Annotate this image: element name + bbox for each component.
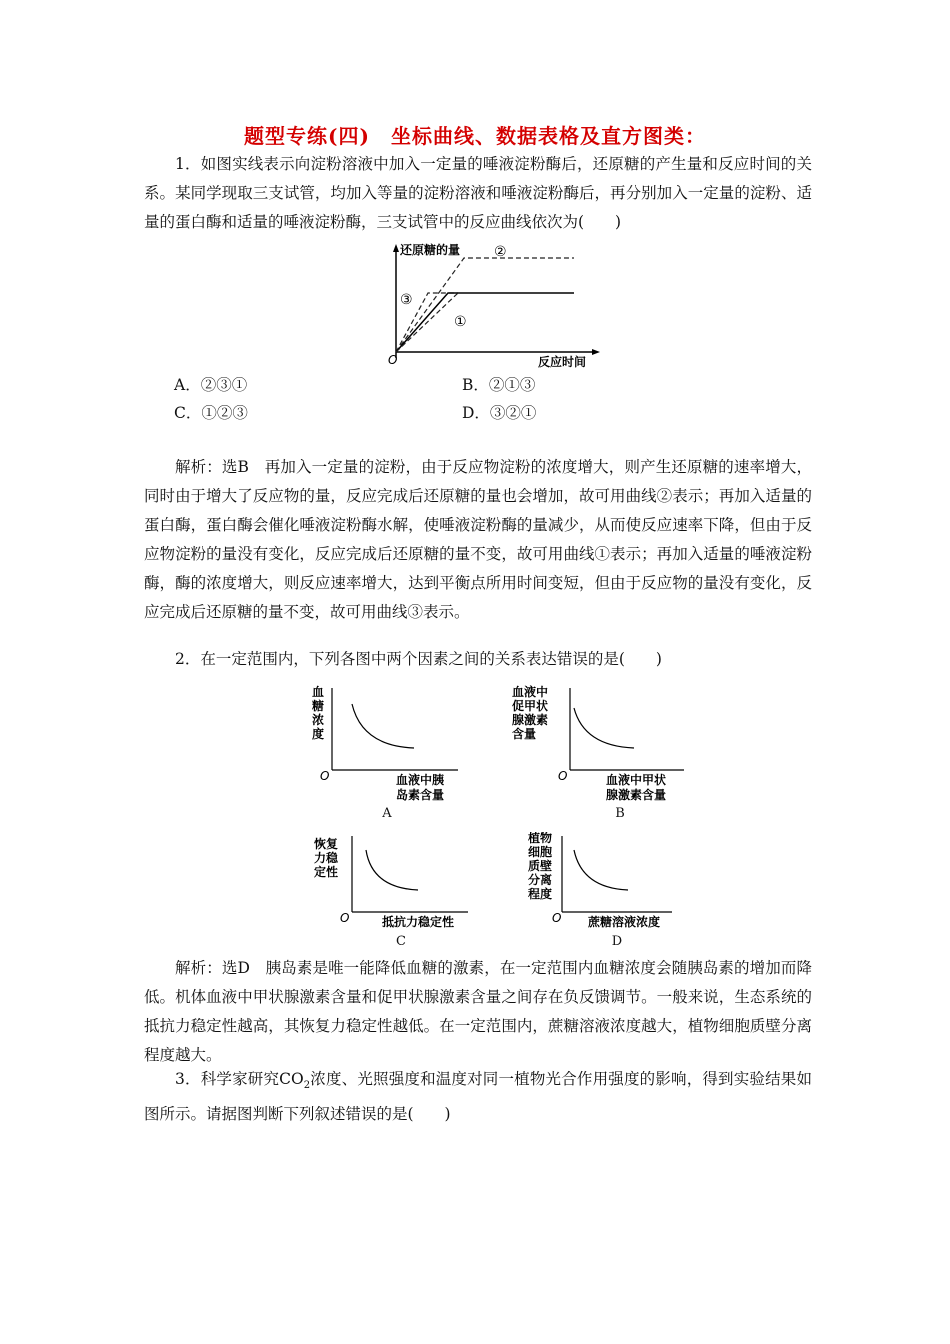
ylabel-b-1: 血液中 [512, 685, 549, 699]
q1-analysis: 解析：选B 再加入一定量的淀粉，由于反应物淀粉的浓度增大，则产生还原糖的速率增大，同时由于增大了反应物的量，反应完成后还原糖的量也会增加，故可用曲线②表示；再加入适量的蛋白酶，蛋白酶会催化唾液淀粉酶水解，使唾液淀粉酶的量减少，从而使反应速率下降，但由于反应物淀粉的量没有变化，反应完成后还原糖的量不变，故可用曲线①表示；再加入适量的唾液淀粉酶，酶的浓度增大，则反应速率增大，达到平衡点所用时间变短，但由于反应物的量没有变化，反应完成后还原糖的量不变，故可用曲线③表示。 [144, 458, 812, 621]
ylabel-b-2: 促甲状 [512, 699, 549, 713]
ylabel-a-3: 浓 [312, 713, 325, 727]
curve-a [352, 704, 414, 748]
q2-graph-c [308, 832, 478, 932]
ylabel-d-3: 质壁 [528, 859, 553, 873]
caption-d: D [611, 934, 623, 949]
q1-option-c: C．①②③ [174, 404, 248, 422]
q2-graph-d [524, 832, 684, 932]
ylabel-d-1: 植物 [528, 832, 553, 845]
curve-label-2: ② [494, 244, 507, 260]
ylabel-d-5: 程度 [528, 887, 553, 901]
q2-graph-a [308, 684, 478, 804]
xlabel-a-1: 血液中胰 [396, 773, 445, 787]
q1-option-d: D．③②① [462, 404, 537, 422]
question-3-text [144, 1065, 812, 1129]
curve-c [366, 850, 418, 890]
ylabel-b-3: 腺激素 [512, 713, 549, 727]
page-title: 题型专练(四) 坐标曲线、数据表格及直方图类： [244, 124, 706, 148]
origin-a: O [320, 769, 330, 783]
ylabel-d-2: 细胞 [528, 845, 553, 859]
origin-c: O [340, 911, 350, 925]
y-axis-arrow [393, 244, 399, 252]
ylabel-a-4: 度 [312, 727, 325, 741]
curve-2 [396, 258, 574, 352]
ylabel-a-2: 糖 [312, 699, 325, 713]
ylabel-b-4: 含量 [512, 727, 537, 741]
ylabel-c-3: 定性 [314, 865, 339, 879]
origin-d: O [552, 911, 562, 925]
caption-a: A [382, 806, 392, 821]
xlabel-a-2: 岛素含量 [396, 788, 445, 802]
xlabel-d-1: 蔗糖溶液浓度 [588, 915, 661, 929]
q1-option-b: B．②①③ [462, 376, 536, 394]
question-2-text: 2．在一定范围内，下列各图中两个因素之间的关系表达错误的是( ) [175, 650, 662, 668]
origin-label: O [388, 353, 398, 367]
curve-label-3: ③ [400, 292, 413, 308]
xlabel-b-1: 血液中甲状 [606, 773, 667, 787]
q3-text-post: 浓度、光照强度和温度对同一植物光合作用强度的影响，得到实验结果如图所示。请据图判断下列叙述错误的是( ) [144, 1070, 812, 1124]
ylabel-d-4: 分离 [528, 873, 553, 887]
caption-b: B [615, 806, 625, 821]
y-axis-label: 还原糖的量 [400, 243, 461, 257]
xlabel-c-1: 抵抗力稳定性 [382, 915, 455, 929]
q3-subscript: 2 [303, 1080, 311, 1092]
q2-graph-b [510, 684, 690, 804]
question-1-text: 1．如图实线表示向淀粉溶液中加入一定量的唾液淀粉酶后，还原糖的产生量和反应时间的关系。某同学现取三支试管，均加入等量的淀粉溶液和唾液淀粉酶后，再分别加入一定量的淀粉、适量的蛋白酶和适量的唾液淀粉酶，三支试管中的反应曲线依次为( ) [144, 155, 812, 231]
ylabel-c-2: 力稳 [314, 851, 339, 865]
q1-option-a: A．②③① [174, 376, 248, 394]
curve-b [574, 708, 634, 748]
q1-figure [368, 240, 608, 370]
x-axis-arrow [592, 349, 600, 355]
q3-text-pre: 3．科学家研究CO [175, 1070, 304, 1088]
ylabel-a-1: 血 [312, 685, 325, 699]
q2-analysis: 解析：选D 胰岛素是唯一能降低血糖的激素，在一定范围内血糖浓度会随胰岛素的增加而降低。机体血液中甲状腺激素含量和促甲状腺激素含量之间存在负反馈调节。一般来说，生态系统的抵抗力稳定性越高，其恢复力稳定性越低。在一定范围内，蔗糖溶液浓度越大，植物细胞质壁分离程度越大。 [144, 959, 812, 1064]
origin-b: O [558, 769, 568, 783]
xlabel-b-2: 腺激素含量 [606, 788, 667, 802]
x-axis-label: 反应时间 [538, 355, 587, 369]
curve-label-1: ① [454, 314, 467, 330]
curve-d [574, 850, 628, 890]
ylabel-c-1: 恢复 [314, 837, 339, 851]
caption-c: C [396, 934, 406, 949]
